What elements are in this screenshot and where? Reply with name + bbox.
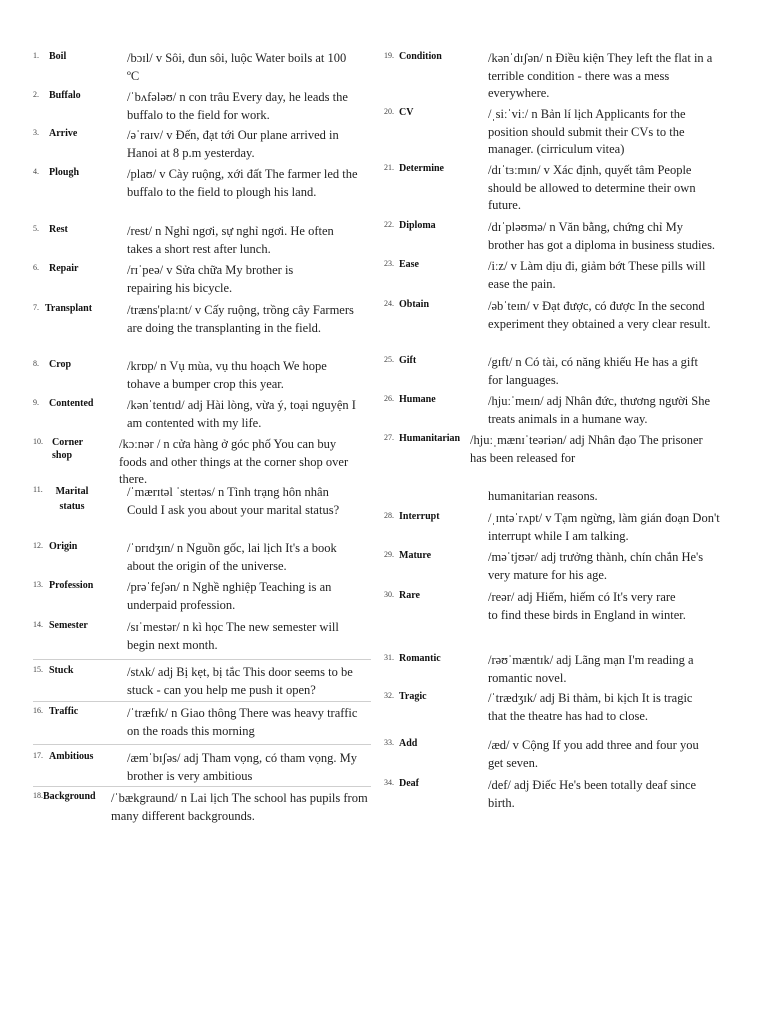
entry-number: 2. [33, 90, 39, 99]
entry-definition: /æmˈbɪʃəs/ adj Tham vọng, có tham vọng. My brother is very ambitious [127, 751, 357, 783]
entry-word: Repair [49, 263, 79, 274]
entry-word: Stuck [49, 665, 74, 676]
entry-definition: /reər/ adj Hiếm, hiếm có It's very rare to find these birds in England in winter. [488, 590, 686, 622]
entry-definition: /kɔːnər / n cửa hàng ở góc phố You can buy foods and other things at the corner shop over there. [119, 437, 349, 486]
entry-word: Tragic [399, 691, 427, 702]
entry-definition: /ˌɪntəˈrʌpt/ v Tạm ngừng, làm gián đoạn Don't interrupt while I am talking. [488, 511, 720, 543]
entry-word: Obtain [399, 299, 430, 310]
entry-word: Arrive [49, 128, 78, 139]
entry-number: 6. [33, 263, 39, 272]
entry-number: 7. [33, 303, 39, 312]
entry-number: 16. [33, 706, 43, 715]
entry-number: 1. [33, 51, 39, 60]
entry-number: 18. [33, 791, 43, 800]
entry-number: 32. [384, 691, 394, 700]
entry-definition: /hjuːˈmeɪn/ adj Nhân đức, thương người She treats animals in a humane way. [488, 394, 711, 426]
entry-word: Plough [49, 167, 80, 178]
entry-definition: /ˈmærɪtəl ˈsteɪtəs/ n Tình trạng hôn nhân Could I ask you about your marital status? [127, 485, 340, 517]
entry-number: 5. [33, 224, 39, 233]
entry-word: Gift [399, 355, 417, 366]
entry-number: 25. [384, 355, 394, 364]
entry-word: Buffalo [49, 90, 81, 101]
entry-word: Romantic [399, 653, 441, 664]
entry-number: 20. [384, 107, 394, 116]
entry-number: 31. [384, 653, 394, 662]
entry-word: Ease [399, 259, 419, 270]
entry-word: Background [43, 791, 96, 802]
entry-word: Mature [399, 550, 432, 561]
entry-word: Crop [49, 359, 72, 370]
entry-word: Rare [399, 590, 420, 601]
entry-word: Determine [399, 163, 444, 174]
entry-number: 26. [384, 394, 394, 403]
entry-number: 12. [33, 541, 43, 550]
entry-number: 10. [33, 437, 43, 446]
entry-definition: /rəʊˈmæntɪk/ adj Lãng mạn I'm reading a romantic novel. [488, 653, 694, 685]
entry-number: 22. [384, 220, 394, 229]
entry-word: CV [399, 107, 414, 118]
entry-number: 11. [33, 485, 43, 494]
entry-number: 17. [33, 751, 43, 760]
entry-word: Diploma [399, 220, 436, 231]
entry-definition: /stʌk/ adj Bị kẹt, bị tắc This door seems to be stuck - can you help me push it open? [127, 665, 353, 697]
entry-definition: /plaʊ/ v Cày ruộng, xới đất The farmer led the buffalo to the field to plough his land. [127, 167, 358, 199]
entry-number: 29. [384, 550, 394, 559]
entry-definition: /kənˈdɪʃən/ n Điều kiện They left the flat in a terrible condition - there was a mess everywhere. [488, 51, 713, 100]
entry-word: Interrupt [399, 511, 440, 522]
entry-definition: /əˈraɪv/ v Đến, đạt tới Our plane arrived in Hanoi at 8 p.m yesterday. [127, 128, 339, 160]
entry-number: 24. [384, 299, 394, 308]
entry-definition: /ˈbækgraund/ n Lai lịch The school has pupils from many different backgrounds. [111, 791, 368, 823]
row-divider [33, 744, 371, 745]
entry-word: Boil [49, 51, 67, 62]
entry-number: 13. [33, 580, 43, 589]
entry-word: Condition [399, 51, 442, 62]
entry-word: Profession [49, 580, 94, 591]
entry-word: Humanitarian [399, 433, 461, 444]
entry-number: 8. [33, 359, 39, 368]
entry-number: 34. [384, 778, 394, 787]
entry-definition: /əbˈteɪn/ v Đạt được, có được In the second experiment they obtained a very clear result. [488, 299, 711, 331]
entry-definition: /ˌsiːˈviː/ n Bản lí lịch Applicants for the position should submit their CVs to the manager. (cirriculum vitea) [488, 107, 686, 156]
entry-word: Contented [49, 398, 94, 409]
entry-definition: /sɪˈmestər/ n kì học The new semester will begin next month. [127, 620, 339, 652]
row-divider [33, 786, 371, 787]
entry-word: Traffic [49, 706, 79, 717]
entry-definition: /æd/ v Cộng If you add three and four you get seven. [488, 738, 699, 770]
row-divider [33, 659, 371, 660]
entry-definition: /iːz/ v Làm dịu đi, giảm bớt These pills will ease the pain. [488, 259, 706, 291]
entry-word: Rest [49, 224, 68, 235]
entry-definition: /hjuːˌmænɪˈteəriən/ adj Nhân đạo The prisoner has been released for [470, 433, 703, 465]
entry-definition: /krɒp/ n Vụ mùa, vụ thu hoạch We hope tohave a bumper crop this year. [127, 359, 327, 391]
entry-definition: /rɪˈpeə/ v Sửa chữa My brother is repairing his bicycle. [127, 263, 294, 295]
entry-word: Humane [399, 394, 436, 405]
entry-number: 27. [384, 433, 394, 442]
row-divider [33, 701, 371, 702]
entry-definition: /ˈtrædʒɪk/ adj Bi thảm, bi kịch It is tragic that the theatre has had to close. [488, 691, 693, 723]
entry-number: 4. [33, 167, 39, 176]
entry-number: 21. [384, 163, 394, 172]
entry-word: Corner shop [52, 437, 83, 461]
entry-definition: /dɪˈtɜːmɪn/ v Xác định, quyết tâm People should be allowed to determine their own future. [488, 163, 696, 212]
entry-word: Transplant [45, 303, 93, 314]
entry-definition: /məˈtjʊər/ adj trưởng thành, chín chắn He's very mature for his age. [488, 550, 704, 582]
entry-definition: /rest/ n Nghỉ ngơi, sự nghỉ ngơi. He often takes a short rest after lunch. [127, 224, 334, 256]
entry-number: 33. [384, 738, 394, 747]
entry-number: 23. [384, 259, 394, 268]
entry-word: Ambitious [49, 751, 94, 762]
entry-word: Marital status [55, 486, 89, 512]
entry-word: Origin [49, 541, 78, 552]
entry-word: Semester [49, 620, 88, 631]
entry-number: 30. [384, 590, 394, 599]
entry-definition: /def/ adj Điếc He's been totally deaf since birth. [488, 778, 697, 810]
entry-number: 9. [33, 398, 39, 407]
entry-definition: /træns'pla:nt/ v Cấy ruộng, trồng cây Farmers are doing the transplanting in the field. [127, 303, 354, 335]
entry-number: 14. [33, 620, 43, 629]
entry-word: Deaf [399, 778, 419, 789]
entry-definition: /ˈɒrɪdʒɪn/ n Nguồn gốc, lai lịch It's a book about the origin of the universe. [127, 541, 337, 573]
entry-number: 15. [33, 665, 43, 674]
entry-definition: /ˈbʌfələʊ/ n con trâu Every day, he leads the buffalo to the field for work. [127, 90, 348, 122]
entry-number: 3. [33, 128, 39, 137]
entry-definition: /gɪft/ n Có tài, có năng khiếu He has a gift for languages. [488, 355, 699, 387]
entry-definition: /kənˈtentɪd/ adj Hài lòng, vừa ý, toại nguyện I am contented with my life. [127, 398, 356, 430]
entry-number: 28. [384, 511, 394, 520]
entry-definition: /ˈtræfɪk/ n Giao thông There was heavy traffic on the roads this morning [127, 706, 358, 738]
entry-number: 19. [384, 51, 394, 60]
entry-definition-continued: humanitarian reasons. [488, 489, 598, 503]
entry-word: Add [399, 738, 418, 749]
entry-definition: /bɔɪl/ v Sôi, đun sôi, luộc Water boils at 100 ºC [127, 51, 347, 83]
entry-definition: /dɪˈpləʊmə/ n Văn bằng, chứng chỉ My brother has got a diploma in business studies. [488, 220, 716, 252]
entry-definition: /prəˈfeʃən/ n Nghề nghiệp Teaching is an underpaid profession. [127, 580, 332, 612]
